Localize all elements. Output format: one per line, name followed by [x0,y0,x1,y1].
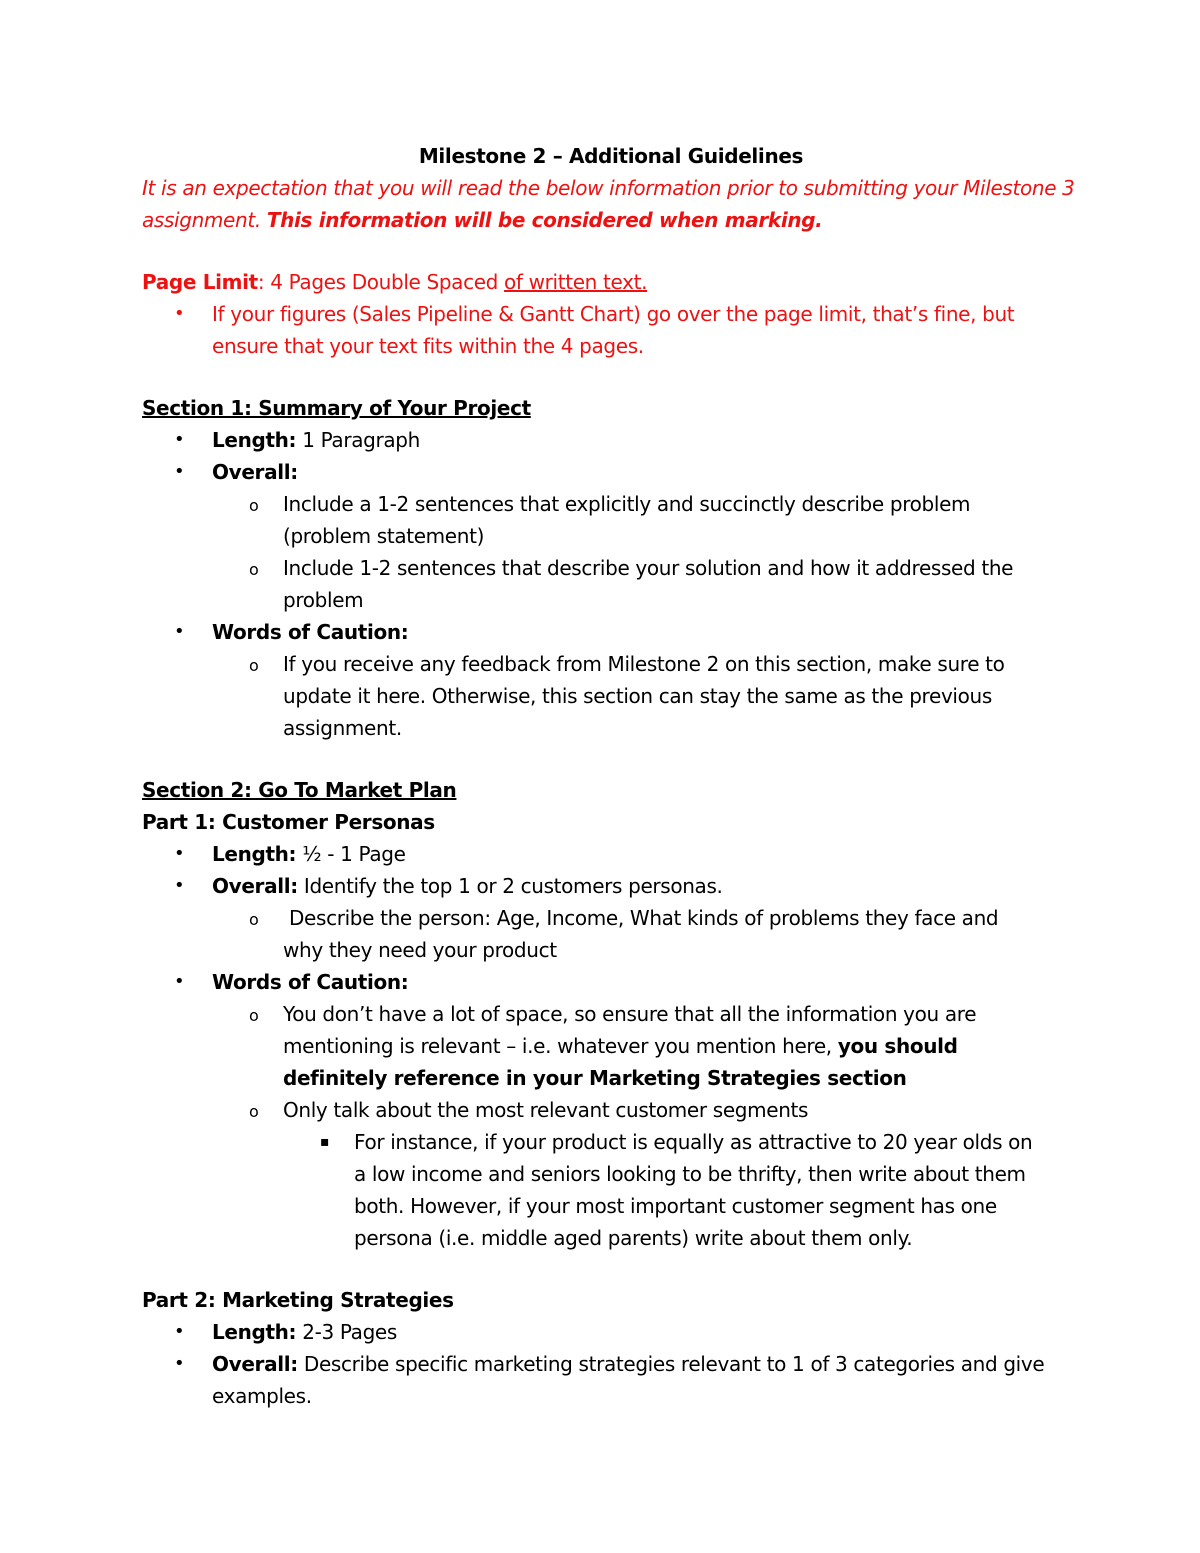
page-limit-colon: : [257,270,265,294]
list-item-continuation: update it here. Otherwise, this section can stay the same as the previous [283,684,992,708]
list-item-continuation [142,1030,1080,1062]
list-item-text: Include a 1-2 sentences that explicitly and succinctly describe problem [283,492,971,516]
length-label: Length: [212,1320,297,1344]
circle-bullet-icon: o [249,1006,259,1025]
list-item-continuation: why they need your product [283,938,557,962]
list-item-continuation: a low income and seniors looking to be thrifty, then write about them [354,1162,1026,1186]
page-limit-underlined: of written text. [504,270,648,294]
part2-length-item [142,1316,1080,1348]
bullet-icon: • [174,971,185,992]
circle-bullet-icon: o [249,910,259,929]
part1-caution-sub-2 [142,1094,1080,1126]
intro-bold-text: This information will be considered when marking. [266,208,823,232]
bullet-icon: • [174,875,185,896]
circle-bullet-icon: o [249,1102,259,1121]
overall-label: Overall: [212,460,298,484]
page-limit-line [142,266,1080,298]
list-item-text: Describe the person: Age, Income, What kinds of problems they face and [283,906,999,930]
list-item-text: Include 1-2 sentences that describe your solution and how it addressed the [283,556,1014,580]
intro-line-1: It is an expectation that you will read the below information prior to submitting your Milestone 3 [142,176,1075,200]
section1-overall-sub-2 [142,552,1080,584]
length-value: ½ - 1 Page [302,842,406,866]
page-limit-bullet-line-1: If your figures (Sales Pipeline & Gantt Chart) go over the page limit, that’s fine, but [212,302,1015,326]
length-value: 1 Paragraph [302,428,420,452]
page-limit-bullet-line-2: ensure that your text fits within the 4 pages. [212,334,644,358]
list-item-text: For instance, if your product is equally as attractive to 20 year olds on [354,1130,1033,1154]
bullet-icon: • [174,429,185,450]
bullet-icon: • [174,1353,185,1374]
length-label: Length: [212,428,297,452]
list-item-text: Only talk about the most relevant customer segments [283,1098,809,1122]
length-value: 2-3 Pages [302,1320,397,1344]
list-item-text: If you receive any feedback from Milestone 2 on this section, make sure to [283,652,1005,676]
square-bullet-icon: ▪ [320,1134,330,1150]
list-item-continuation: persona (i.e. middle aged parents) write about them only. [354,1226,913,1250]
part1-overall-sub [142,902,1080,934]
section1-overall-item [142,456,1080,488]
overall-value: Identify the top 1 or 2 customers personas. [303,874,723,898]
list-item-continuation: definitely reference in your Marketing Strategies section [283,1066,907,1090]
list-item-continuation: (problem statement) [283,524,485,548]
intro-line-2 [142,204,1080,236]
bullet-icon: • [174,303,185,324]
caution-label: Words of Caution: [212,970,409,994]
page-limit-text: 4 Pages Double Spaced [270,270,499,294]
bullet-icon: • [174,461,185,482]
list-item-continuation: examples. [212,1384,312,1408]
intro-italic-text: assignment. [142,208,261,232]
section1-heading: Section 1: Summary of Your Project [142,396,531,420]
section1-caution-sub [142,648,1080,680]
spacer [142,744,1080,774]
length-label: Length: [212,842,297,866]
caution-label: Words of Caution: [212,620,409,644]
overall-label: Overall: [212,874,298,898]
list-item-continuation: assignment. [283,716,402,740]
spacer [142,362,1080,392]
bullet-icon: • [174,843,185,864]
section1-overall-sub-1 [142,488,1080,520]
overall-label: Overall: [212,1352,298,1376]
page-limit-label: Page Limit [142,270,258,294]
section2-heading: Section 2: Go To Market Plan [142,778,457,802]
part1-overall-item [142,870,1080,902]
list-item-text: You don’t have a lot of space, so ensure that all the information you are [283,1002,977,1026]
list-item-continuation: problem [283,588,364,612]
bullet-icon: • [174,1321,185,1342]
document-title: Milestone 2 – Additional Guidelines [418,144,804,168]
part2-overall-item [142,1348,1080,1380]
part1-heading: Part 1: Customer Personas [142,810,435,834]
part1-caution-sub-1 [142,998,1080,1030]
section1-caution-item [142,616,1080,648]
spacer [142,236,1080,266]
circle-bullet-icon: o [249,656,259,675]
part2-heading: Part 2: Marketing Strategies [142,1288,454,1312]
list-item-continuation: both. However, if your most important customer segment has one [354,1194,997,1218]
bullet-icon: • [174,621,185,642]
page-limit-bullet [142,298,1080,330]
circle-bullet-icon: o [249,496,259,515]
part1-caution-sub-sub [142,1126,1080,1158]
part1-caution-item [142,966,1080,998]
section1-length-item [142,424,1080,456]
part1-length-item [142,838,1080,870]
list-item-bold-text: you should [837,1034,958,1058]
spacer [142,1254,1080,1284]
overall-value: Describe specific marketing strategies relevant to 1 of 3 categories and give [303,1352,1045,1376]
list-item-text: mentioning is relevant – i.e. whatever you mention here, [283,1034,832,1058]
circle-bullet-icon: o [249,560,259,579]
